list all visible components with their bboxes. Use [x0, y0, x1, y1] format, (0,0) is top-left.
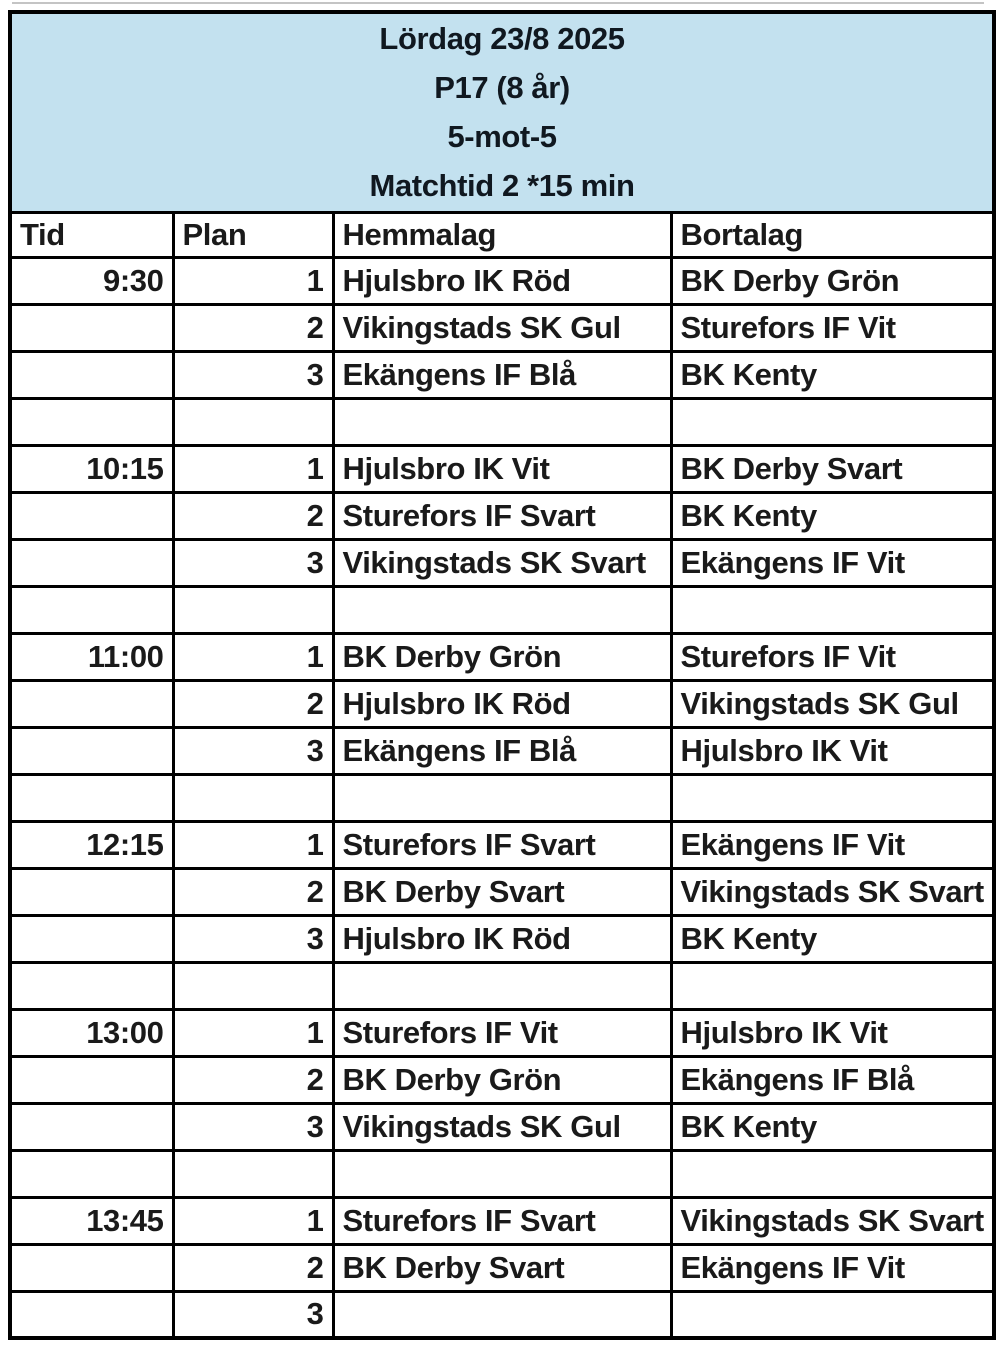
- time-cell: 13:00: [10, 1009, 173, 1056]
- time-cell: [10, 398, 173, 445]
- plan-cell: [173, 398, 333, 445]
- plan-cell: 1: [173, 1009, 333, 1056]
- away-team-cell: BK Derby Grön: [671, 257, 994, 304]
- home-team-cell: [333, 586, 671, 633]
- match-row: [10, 1291, 994, 1338]
- home-team-cell: Vikingstads SK Gul: [333, 1103, 671, 1150]
- home-team-cell: [333, 398, 671, 445]
- time-cell: 10:15: [10, 445, 173, 492]
- time-cell: 9:30: [10, 257, 173, 304]
- match-row: [10, 445, 994, 492]
- plan-cell: [173, 962, 333, 1009]
- plan-cell: 3: [173, 727, 333, 774]
- spacer-row: [10, 1150, 994, 1197]
- col-header-bortalag: Bortalag: [671, 212, 994, 257]
- spacer-row: [10, 586, 994, 633]
- match-row: [10, 727, 994, 774]
- home-team-cell: BK Derby Grön: [333, 1056, 671, 1103]
- time-cell: [10, 1103, 173, 1150]
- plan-cell: 1: [173, 257, 333, 304]
- title-format: 5-mot-5: [447, 119, 557, 155]
- title-date: Lördag 23/8 2025: [379, 21, 625, 57]
- plan-cell: 1: [173, 633, 333, 680]
- time-cell: 13:45: [10, 1197, 173, 1244]
- home-team-cell: BK Derby Svart: [333, 1244, 671, 1291]
- away-team-cell: Vikingstads SK Gul: [671, 680, 994, 727]
- home-team-cell: Sturefors IF Vit: [333, 1009, 671, 1056]
- time-cell: [10, 680, 173, 727]
- away-team-cell: BK Derby Svart: [671, 445, 994, 492]
- column-header-row: [10, 212, 994, 257]
- match-row: [10, 821, 994, 868]
- time-cell: [10, 539, 173, 586]
- home-team-cell: BK Derby Grön: [333, 633, 671, 680]
- time-cell: [10, 1244, 173, 1291]
- time-cell: [10, 492, 173, 539]
- home-team-cell: Vikingstads SK Svart: [333, 539, 671, 586]
- match-row: [10, 1244, 994, 1291]
- match-row: [10, 915, 994, 962]
- schedule-body: [10, 257, 994, 1338]
- col-header-tid: Tid: [10, 212, 173, 257]
- time-cell: 11:00: [10, 633, 173, 680]
- match-schedule-table: [8, 10, 996, 1340]
- home-team-cell: [333, 1291, 671, 1338]
- home-team-cell: Sturefors IF Svart: [333, 492, 671, 539]
- time-cell: [10, 351, 173, 398]
- match-row: [10, 868, 994, 915]
- time-cell: [10, 962, 173, 1009]
- away-team-cell: [671, 1150, 994, 1197]
- away-team-cell: Vikingstads SK Svart: [671, 1197, 994, 1244]
- time-cell: [10, 868, 173, 915]
- plan-cell: 2: [173, 1056, 333, 1103]
- home-team-cell: Ekängens IF Blå: [333, 727, 671, 774]
- away-team-cell: BK Kenty: [671, 351, 994, 398]
- screenshot-edge-line: [12, 2, 984, 4]
- away-team-cell: BK Kenty: [671, 1103, 994, 1150]
- plan-cell: 1: [173, 821, 333, 868]
- away-team-cell: Hjulsbro IK Vit: [671, 727, 994, 774]
- home-team-cell: Sturefors IF Svart: [333, 821, 671, 868]
- away-team-cell: [671, 398, 994, 445]
- away-team-cell: Hjulsbro IK Vit: [671, 1009, 994, 1056]
- plan-cell: [173, 586, 333, 633]
- plan-cell: 2: [173, 304, 333, 351]
- home-team-cell: Hjulsbro IK Röd: [333, 680, 671, 727]
- away-team-cell: Ekängens IF Vit: [671, 821, 994, 868]
- match-row: [10, 351, 994, 398]
- away-team-cell: BK Kenty: [671, 492, 994, 539]
- home-team-cell: [333, 1150, 671, 1197]
- home-team-cell: Hjulsbro IK Röd: [333, 257, 671, 304]
- match-row: [10, 304, 994, 351]
- plan-cell: 2: [173, 492, 333, 539]
- plan-cell: 2: [173, 1244, 333, 1291]
- spacer-row: [10, 962, 994, 1009]
- match-row: [10, 257, 994, 304]
- away-team-cell: [671, 1291, 994, 1338]
- match-row: [10, 1056, 994, 1103]
- home-team-cell: BK Derby Svart: [333, 868, 671, 915]
- plan-cell: 3: [173, 1103, 333, 1150]
- match-row: [10, 1197, 994, 1244]
- plan-cell: 3: [173, 1291, 333, 1338]
- match-row: [10, 492, 994, 539]
- time-cell: [10, 586, 173, 633]
- title-match-time: Matchtid 2 *15 min: [369, 168, 635, 204]
- away-team-cell: BK Kenty: [671, 915, 994, 962]
- plan-cell: 3: [173, 539, 333, 586]
- home-team-cell: [333, 962, 671, 1009]
- away-team-cell: [671, 962, 994, 1009]
- away-team-cell: Ekängens IF Vit: [671, 539, 994, 586]
- plan-cell: 1: [173, 1197, 333, 1244]
- col-header-hemmalag: Hemmalag: [333, 212, 671, 257]
- away-team-cell: Vikingstads SK Svart: [671, 868, 994, 915]
- plan-cell: 3: [173, 351, 333, 398]
- title-block-row: [10, 12, 994, 212]
- away-team-cell: Sturefors IF Vit: [671, 633, 994, 680]
- match-row: [10, 1103, 994, 1150]
- plan-cell: 2: [173, 680, 333, 727]
- home-team-cell: Sturefors IF Svart: [333, 1197, 671, 1244]
- away-team-cell: Ekängens IF Vit: [671, 1244, 994, 1291]
- plan-cell: [173, 774, 333, 821]
- plan-cell: 3: [173, 915, 333, 962]
- title-age-group: P17 (8 år): [434, 70, 570, 106]
- time-cell: [10, 1150, 173, 1197]
- home-team-cell: Hjulsbro IK Röd: [333, 915, 671, 962]
- time-cell: [10, 304, 173, 351]
- time-cell: [10, 727, 173, 774]
- title-block-cell: [10, 12, 994, 212]
- match-row: [10, 680, 994, 727]
- time-cell: [10, 774, 173, 821]
- spacer-row: [10, 774, 994, 821]
- time-cell: 12:15: [10, 821, 173, 868]
- time-cell: [10, 915, 173, 962]
- match-row: [10, 633, 994, 680]
- match-row: [10, 1009, 994, 1056]
- home-team-cell: Hjulsbro IK Vit: [333, 445, 671, 492]
- plan-cell: [173, 1150, 333, 1197]
- home-team-cell: [333, 774, 671, 821]
- plan-cell: 1: [173, 445, 333, 492]
- away-team-cell: [671, 774, 994, 821]
- away-team-cell: Ekängens IF Blå: [671, 1056, 994, 1103]
- time-cell: [10, 1291, 173, 1338]
- away-team-cell: [671, 586, 994, 633]
- plan-cell: 2: [173, 868, 333, 915]
- away-team-cell: Sturefors IF Vit: [671, 304, 994, 351]
- spacer-row: [10, 398, 994, 445]
- home-team-cell: Ekängens IF Blå: [333, 351, 671, 398]
- home-team-cell: Vikingstads SK Gul: [333, 304, 671, 351]
- match-row: [10, 539, 994, 586]
- col-header-plan: Plan: [173, 212, 333, 257]
- time-cell: [10, 1056, 173, 1103]
